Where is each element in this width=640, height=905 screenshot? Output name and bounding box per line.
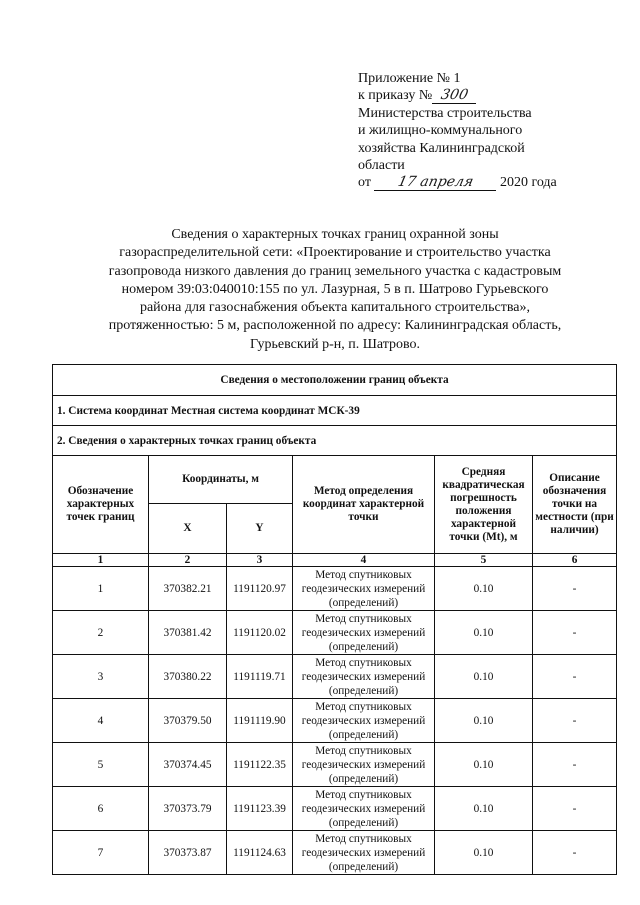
header-method: Метод определения координат характерной точки [293, 456, 435, 554]
points-section-row: 2. Сведения о характерных точках границ объекта [53, 426, 617, 456]
accuracy-cell: 0.10 [435, 699, 533, 743]
title-line: протяженностью: 5 м, расположенной по адресу: Калининградская область, [108, 318, 562, 334]
x-coordinate: 370380.22 [149, 655, 227, 699]
table-row [53, 743, 617, 787]
title-line: газораспределительной сети: «Проектирование и строительство участка [119, 245, 551, 261]
column-number: 2 [149, 554, 227, 567]
title-line: газопровода низкого давления до границ земельного участка с кадастровым [108, 263, 562, 279]
header-designation: Обозначение характерных точек границ [53, 456, 149, 554]
y-coordinate: 1191122.35 [227, 743, 293, 787]
point-number: 3 [53, 655, 149, 699]
column-number: 1 [53, 554, 149, 567]
date-handwritten: 17 апреля [396, 174, 475, 191]
table-row [53, 787, 617, 831]
method-cell: Метод спутниковых геодезических измерений (определений) [293, 611, 435, 655]
order-prefix: к приказу № [358, 88, 433, 104]
x-coordinate: 370374.45 [149, 743, 227, 787]
ministry-line-4: области [358, 158, 405, 174]
accuracy-cell: 0.10 [435, 831, 533, 875]
ministry-line-1: Министерства строительства [358, 105, 532, 121]
description-cell: - [533, 611, 617, 655]
table-row [53, 655, 617, 699]
method-cell: Метод спутниковых геодезических измерений (определений) [293, 743, 435, 787]
description-cell: - [533, 699, 617, 743]
accuracy-cell: 0.10 [435, 655, 533, 699]
accuracy-cell: 0.10 [435, 567, 533, 611]
description-cell: - [533, 567, 617, 611]
accuracy-cell: 0.10 [435, 743, 533, 787]
column-number: 6 [533, 554, 617, 567]
method-cell: Метод спутниковых геодезических измерений (определений) [293, 831, 435, 875]
accuracy-cell: 0.10 [435, 611, 533, 655]
header-y: Y [227, 504, 293, 554]
accuracy-cell: 0.10 [435, 787, 533, 831]
table-row [53, 699, 617, 743]
x-coordinate: 370373.79 [149, 787, 227, 831]
method-cell: Метод спутниковых геодезических измерений (определений) [293, 567, 435, 611]
header-accuracy: Средняя квадратическая погрешность положения характерной точки (Mt), м [435, 456, 533, 554]
date-field [374, 175, 496, 191]
description-cell: - [533, 787, 617, 831]
y-coordinate: 1191119.90 [227, 699, 293, 743]
order-date [358, 174, 598, 191]
date-year: 2020 года [499, 175, 557, 191]
title-line: района для газоснабжения объекта капитального строительства», [139, 300, 531, 316]
y-coordinate: 1191120.97 [227, 567, 293, 611]
description-cell: - [533, 743, 617, 787]
column-number: 5 [435, 554, 533, 567]
date-prefix: от [358, 175, 371, 191]
coordinate-system-row: 1. Система координат Местная система координат МСК-39 [53, 396, 617, 426]
column-number-row [53, 554, 617, 567]
ministry-line-2: и жилищно-коммунального [358, 123, 523, 139]
data-rows [53, 567, 617, 875]
y-coordinate: 1191119.71 [227, 655, 293, 699]
x-coordinate: 370379.50 [149, 699, 227, 743]
point-number: 4 [53, 699, 149, 743]
column-number: 4 [293, 554, 435, 567]
x-coordinate: 370382.21 [149, 567, 227, 611]
order-number-handwritten: 300 [439, 87, 470, 104]
description-cell: - [533, 831, 617, 875]
x-coordinate: 370373.87 [149, 831, 227, 875]
method-cell: Метод спутниковых геодезических измерений (определений) [293, 655, 435, 699]
boundary-points-table [52, 364, 617, 875]
title-line: Сведения о характерных точках границ охранной зоны [171, 227, 499, 242]
table-row [53, 611, 617, 655]
x-coordinate: 370381.42 [149, 611, 227, 655]
header-description: Описание обозначения точки на местности (при наличии) [533, 456, 617, 554]
column-number: 3 [227, 554, 293, 567]
title-line: Гурьевский р-н, п. Шатрово. [249, 336, 421, 352]
section-title: Сведения о местоположении границ объекта [53, 365, 617, 396]
point-number: 6 [53, 787, 149, 831]
table-row [53, 567, 617, 611]
table-row [53, 831, 617, 875]
document-title [70, 226, 600, 354]
point-number: 5 [53, 743, 149, 787]
appendix-header [358, 70, 598, 192]
method-cell: Метод спутниковых геодезических измерений (определений) [293, 699, 435, 743]
y-coordinate: 1191123.39 [227, 787, 293, 831]
point-number: 1 [53, 567, 149, 611]
order-number-field [432, 88, 476, 104]
point-number: 7 [53, 831, 149, 875]
y-coordinate: 1191124.63 [227, 831, 293, 875]
header-x: X [149, 504, 227, 554]
method-cell: Метод спутниковых геодезических измерений (определений) [293, 787, 435, 831]
point-number: 2 [53, 611, 149, 655]
header-coordinates: Координаты, м [149, 456, 293, 504]
ministry-line-3: хозяйства Калининградской [358, 140, 525, 156]
order-reference [358, 87, 598, 104]
description-cell: - [533, 655, 617, 699]
title-line: номером 39:03:040010:155 по ул. Лазурная, 5 в п. Шатрово Гурьевского [121, 281, 549, 297]
y-coordinate: 1191120.02 [227, 611, 293, 655]
appendix-title: Приложение № 1 [358, 71, 461, 86]
